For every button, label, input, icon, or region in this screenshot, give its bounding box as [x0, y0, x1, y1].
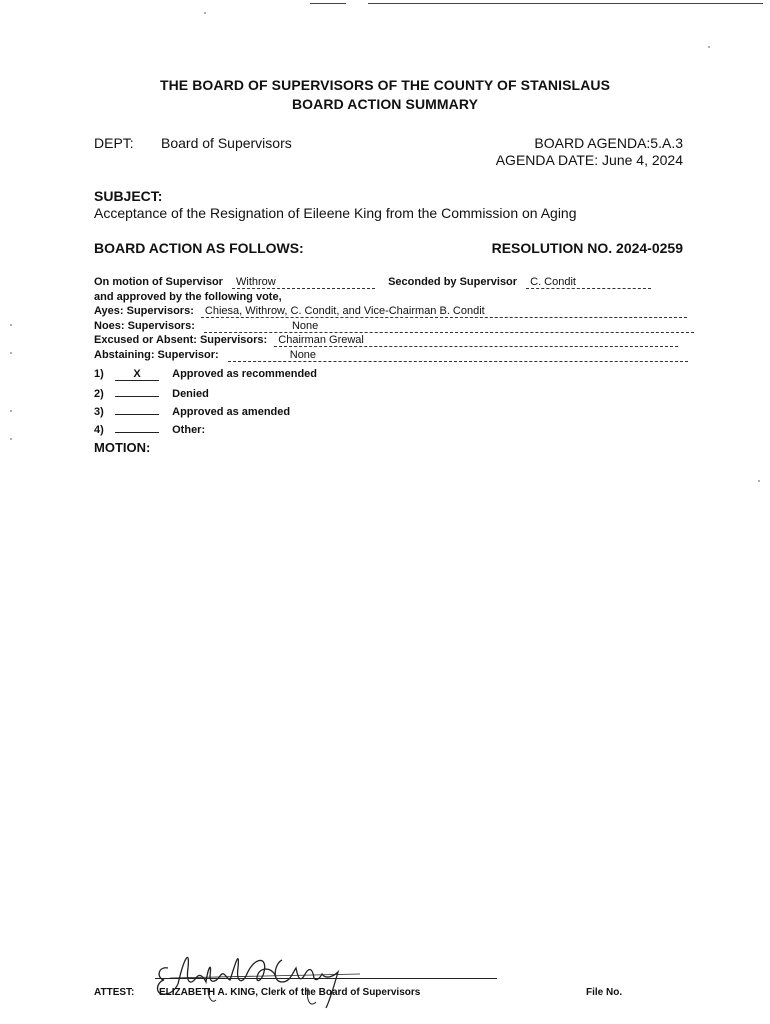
approved-line: and approved by the following vote, — [94, 291, 282, 303]
board-agenda-number: BOARD AGENDA:5.A.3 — [534, 135, 683, 151]
option-mark — [115, 422, 159, 433]
noes-label: Noes: Supervisors: — [94, 320, 195, 332]
scan-speck — [758, 480, 760, 482]
option-label: Other: — [172, 424, 206, 436]
option-row — [94, 422, 205, 436]
attest-label: ATTEST: — [94, 987, 135, 998]
noes-line — [94, 320, 694, 333]
option-label: Denied — [172, 388, 209, 400]
signature-image — [150, 938, 370, 1014]
ayes-label: Ayes: Supervisors: — [94, 305, 194, 317]
attest-name: ELIZABETH A. KING, Clerk of the Board of Supervisors — [159, 987, 421, 998]
document-title: THE BOARD OF SUPERVISORS OF THE COUNTY OF STANISLAUS — [159, 77, 611, 93]
motion-line — [94, 276, 651, 289]
option-row — [94, 404, 290, 418]
option-mark: X — [115, 368, 159, 381]
option-number: 1) — [94, 368, 104, 380]
motion-label: On motion of Supervisor — [94, 276, 223, 288]
resolution-number: RESOLUTION NO. 2024-0259 — [491, 240, 683, 256]
scan-speck — [10, 324, 12, 326]
noes-field — [204, 321, 694, 333]
ayes-field — [201, 306, 687, 318]
dept-label: DEPT: — [94, 135, 134, 151]
seconded-label: Seconded by Supervisor — [388, 276, 518, 288]
seconded-by-value: C. Condit — [530, 276, 576, 288]
option-row — [94, 368, 317, 381]
option-label: Approved as recommended — [172, 368, 317, 380]
abstain-field — [228, 350, 688, 362]
absent-label: Excused or Absent: Supervisors: — [94, 334, 268, 346]
option-number: 2) — [94, 388, 104, 400]
seconded-by-field — [526, 277, 651, 289]
document-subtitle: BOARD ACTION SUMMARY — [291, 96, 479, 112]
option-mark — [115, 404, 159, 415]
signature-line — [155, 978, 497, 979]
noes-value: None — [291, 320, 319, 332]
scan-speck — [708, 46, 710, 48]
file-number-label: File No. — [586, 987, 623, 998]
option-label: Approved as amended — [172, 406, 291, 418]
motion-heading: MOTION: — [94, 440, 151, 455]
absent-value: Chairman Grewal — [278, 334, 364, 346]
subject-label: SUBJECT: — [94, 188, 163, 204]
abstain-value: None — [289, 349, 317, 361]
board-action-heading: BOARD ACTION AS FOLLOWS: — [94, 240, 304, 256]
scan-speck — [10, 352, 12, 354]
motion-by-field — [232, 277, 375, 289]
scan-speck — [10, 438, 12, 440]
abstain-line — [94, 349, 688, 362]
scan-top-line-long — [368, 3, 763, 4]
scan-top-line-short — [310, 3, 346, 4]
option-number: 4) — [94, 424, 104, 436]
option-row — [94, 386, 209, 400]
motion-by-value: Withrow — [236, 276, 276, 288]
agenda-date: AGENDA DATE: June 4, 2024 — [495, 152, 683, 168]
absent-field — [274, 335, 678, 347]
abstain-label: Abstaining: Supervisor: — [94, 349, 219, 361]
scan-speck — [204, 12, 206, 14]
option-mark — [115, 386, 159, 397]
scan-speck — [10, 410, 12, 412]
subject-text: Acceptance of the Resignation of Eileene King from the Commission on Aging — [94, 205, 577, 221]
ayes-line — [94, 305, 687, 318]
ayes-value: Chiesa, Withrow, C. Condit, and Vice-Chairman B. Condit — [204, 305, 485, 317]
dept-value: Board of Supervisors — [161, 135, 292, 151]
option-number: 3) — [94, 406, 104, 418]
absent-line — [94, 334, 678, 347]
